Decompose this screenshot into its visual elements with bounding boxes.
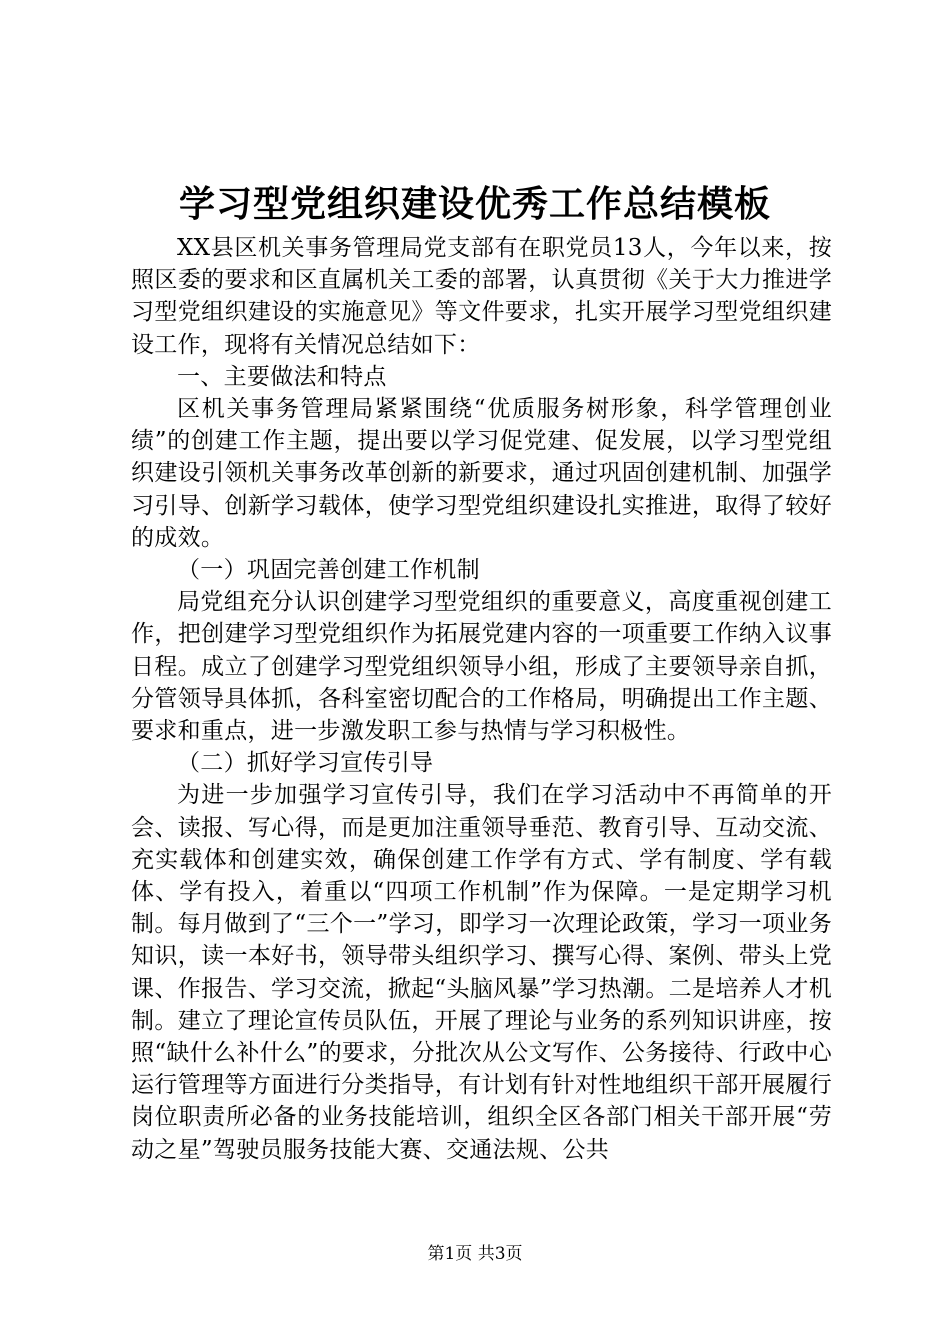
- document-title: 学习型党组织建设优秀工作总结模板: [178, 183, 771, 225]
- page-footer: 第1页 共3页: [427, 1244, 523, 1264]
- document-body: [131, 232, 832, 1166]
- intro-paragraph: XX县区机关事务管理局党支部有在职党员13人，今年以来，按照区委的要求和区直属机关工委的部署，认真贯彻《关于大力推进学习型党组织建设的实施意见》等文件要求，扎实开展学习型党组织建设工作，现将有关情况总结如下：: [131, 235, 832, 358]
- section-1-paragraph: 区机关事务管理局紧紧围绕“优质服务树形象，科学管理创业绩”的创建工作主题，提出要以学习促党建、促发展，以学习型党组织建设引领机关事务改革创新的新要求，通过巩固创建机制、加强学习引导、创新学习载体，使学习型党组织建设扎实推进，取得了较好的成效。: [131, 396, 832, 551]
- subsection-2-paragraph: 为进一步加强学习宣传引导，我们在学习活动中不再简单的开会、读报、写心得，而是更加注重领导垂范、教育引导、互动交流、充实载体和创建实效，确保创建工作学有方式、学有制度、学有载体、学有投入，着重以“四项工作机制”作为保障。一是定期学习机制。每月做到了“三个一”学习，即学习一次理论政策，学习一项业务知识，读一本好书，领导带头组织学习、撰写心得、案例、带头上党课、作报告、学习交流，掀起“头脑风暴”学习热潮。二是培养人才机制。建立了理论宣传员队伍，开展了理论与业务的系列知识讲座，按照“缺什么补什么”的要求，分批次从公文写作、公务接待、行政中心运行管理等方面进行分类指导，有计划有针对性地组织干部开展履行岗位职责所必备的业务技能培训，组织全区各部门相关干部开展“劳动之星”驾驶员服务技能大赛、交通法规、公共: [131, 782, 832, 1163]
- subsection-heading-1: （一）巩固完善创建工作机制: [177, 557, 480, 584]
- section-heading-1: 一、主要做法和特点: [177, 363, 387, 390]
- subsection-heading-2: （二）抓好学习宣传引导: [177, 750, 434, 777]
- subsection-1-paragraph: 局党组充分认识创建学习型党组织的重要意义，高度重视创建工作，把创建学习型党组织作为拓展党建内容的一项重要工作纳入议事日程。成立了创建学习型党组织领导小组，形成了主要领导亲自抓，分管领导具体抓，各科室密切配合的工作格局，明确提出工作主题、要求和重点，进一步激发职工参与热情与学习积极性。: [131, 589, 832, 745]
